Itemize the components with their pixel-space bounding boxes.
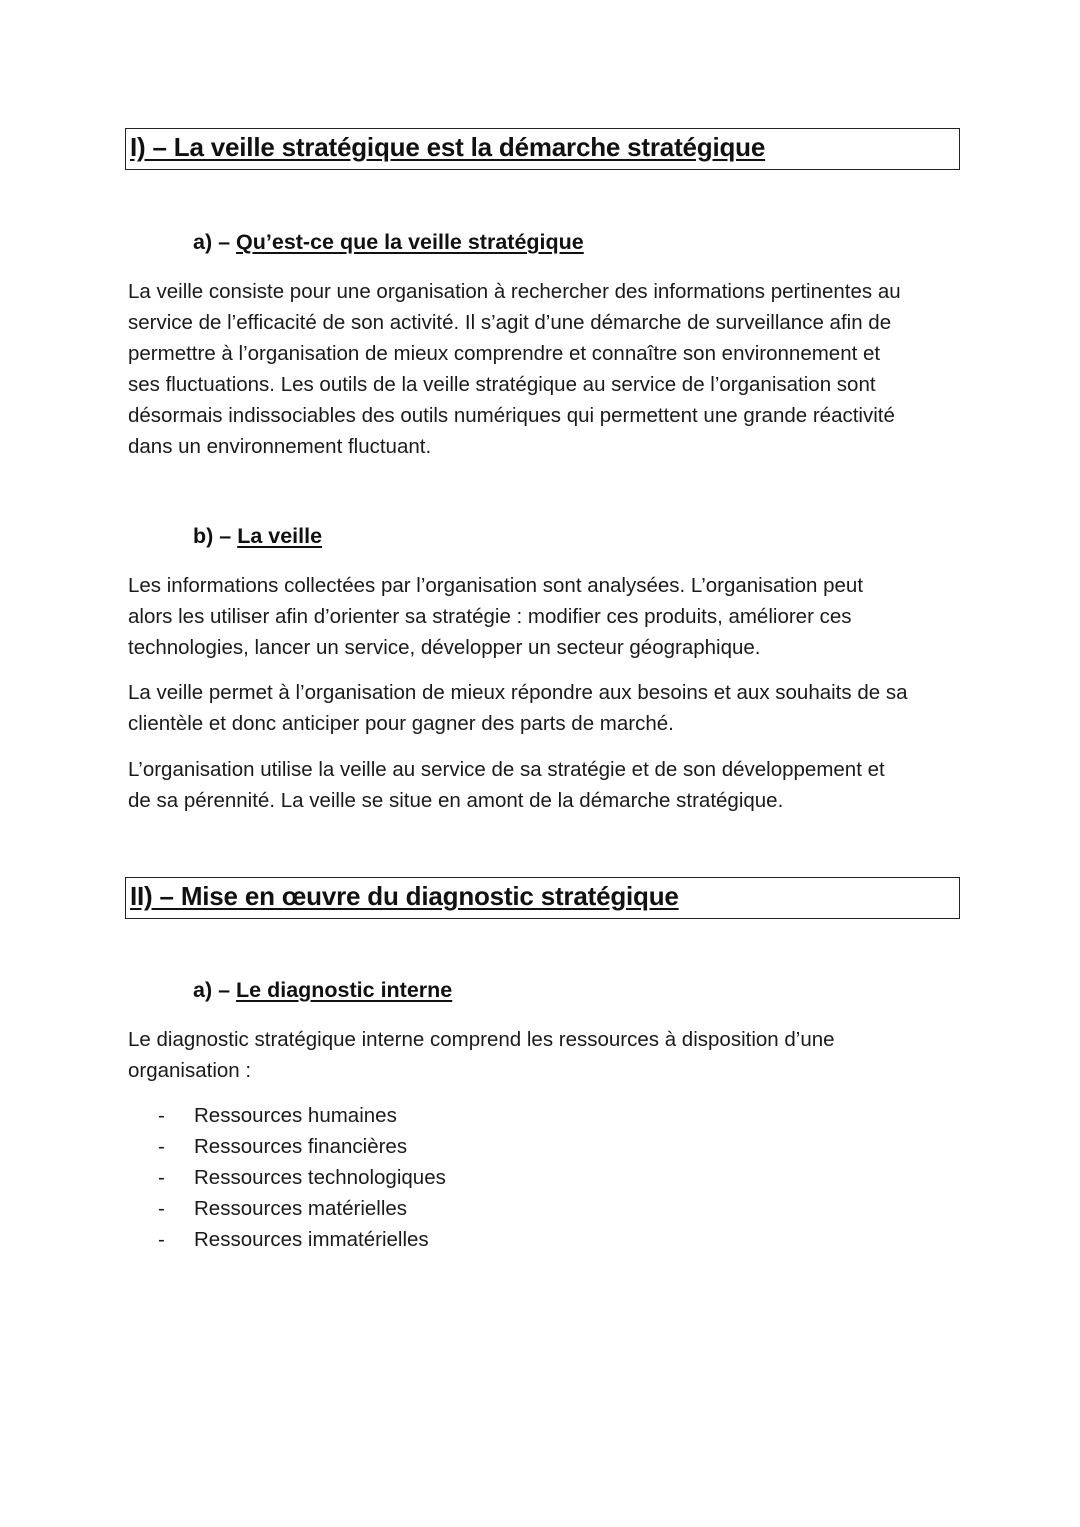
- list-dash: -: [158, 1197, 165, 1220]
- paragraph-line: La veille consiste pour une organisation à rechercher des informations pertinentes au: [128, 280, 901, 303]
- subheading-a-prefix: a) –: [193, 230, 237, 254]
- section-1-b-paragraph-3: [128, 754, 958, 816]
- paragraph-line: L’organisation utilise la veille au service de sa stratégie et de son développement et: [128, 758, 885, 781]
- paragraph-line: technologies, lancer un service, développer un secteur géographique.: [128, 636, 761, 659]
- paragraph-line: permettre à l’organisation de mieux comprendre et connaître son environnement et: [128, 342, 881, 365]
- list-item-label: Ressources immatérielles: [194, 1228, 429, 1251]
- paragraph-line: alors les utiliser afin d’orienter sa stratégie : modifier ces produits, améliorer ces: [128, 605, 852, 628]
- section-2-box: [125, 877, 960, 919]
- paragraph-line: service de l’efficacité de son activité. Il s’agit d’une démarche de surveillance afin de: [128, 311, 892, 334]
- section-1-title: I) – La veille stratégique est la démarche stratégique: [130, 132, 766, 162]
- paragraph-line: dans un environnement fluctuant.: [128, 435, 432, 458]
- paragraph-line: organisation :: [128, 1059, 252, 1082]
- list-dash: -: [158, 1166, 165, 1189]
- list-dash: -: [158, 1135, 165, 1158]
- paragraph-line: Les informations collectées par l’organisation sont analysées. L’organisation peut: [128, 574, 864, 597]
- subheading-a-prefix: a) –: [193, 978, 237, 1002]
- list-item: [158, 1193, 446, 1224]
- section-1-a-paragraph: [128, 276, 958, 462]
- paragraph-line: clientèle et donc anticiper pour gagner des parts de marché.: [128, 712, 674, 735]
- subheading-a-title: Le diagnostic interne: [236, 978, 453, 1002]
- list-item-label: Ressources financières: [194, 1135, 408, 1158]
- paragraph-line: Le diagnostic stratégique interne comprend les ressources à disposition d’une: [128, 1028, 835, 1051]
- list-item: [158, 1100, 446, 1131]
- list-item: [158, 1224, 446, 1255]
- subheading-b-prefix: b) –: [193, 524, 238, 548]
- paragraph-line: désormais indissociables des outils numériques qui permettent une grande réactivité: [128, 404, 895, 427]
- list-dash: -: [158, 1104, 165, 1127]
- section-1-b-paragraph-2: [128, 677, 958, 739]
- list-item: [158, 1131, 446, 1162]
- subheading-a-title: Qu’est-ce que la veille stratégique: [236, 230, 584, 254]
- section-1-subheading-b: [193, 524, 322, 549]
- paragraph-line: de sa pérennité. La veille se situe en amont de la démarche stratégique.: [128, 789, 784, 812]
- section-2-subheading-a: [193, 978, 452, 1003]
- paragraph-line: La veille permet à l’organisation de mieux répondre aux besoins et aux souhaits de sa: [128, 681, 908, 704]
- paragraph-line: ses fluctuations. Les outils de la veille stratégique au service de l’organisation sont: [128, 373, 876, 396]
- section-1-box: [125, 128, 960, 170]
- list-item: [158, 1162, 446, 1193]
- list-item-label: Ressources humaines: [194, 1104, 397, 1127]
- section-1-b-paragraph-1: [128, 570, 958, 663]
- list-item-label: Ressources matérielles: [194, 1197, 408, 1220]
- subheading-b-title: La veille: [237, 524, 323, 548]
- section-2-a-paragraph: [128, 1024, 958, 1086]
- list-dash: -: [158, 1228, 165, 1251]
- section-1-subheading-a: [193, 230, 584, 255]
- section-2-title: II) – Mise en œuvre du diagnostic stratégique: [130, 881, 679, 911]
- resources-list: [158, 1100, 446, 1255]
- list-item-label: Ressources technologiques: [194, 1166, 446, 1189]
